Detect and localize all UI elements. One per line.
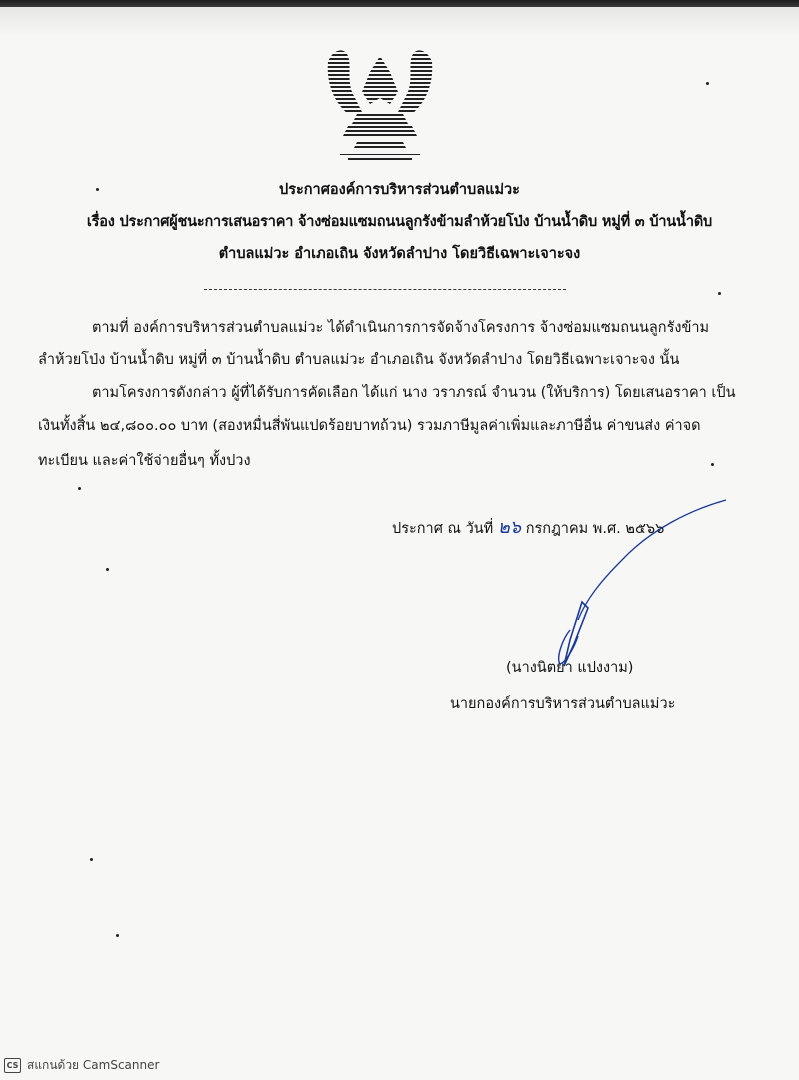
scan-speck: [116, 934, 119, 937]
scan-shadow: [0, 7, 799, 37]
signatory-name: (นางนิตยา แปงงาม): [506, 660, 634, 676]
garuda-emblem-icon: [318, 42, 442, 166]
scan-speck: [90, 858, 93, 861]
scan-top-edge: [0, 0, 799, 7]
signature-mark-icon: [530, 490, 730, 670]
camscanner-watermark: [4, 1056, 159, 1074]
scan-speck: [78, 487, 81, 490]
body-line-5: ทะเบียน และค่าใช้จ่ายอื่นๆ ทั้งปวง: [38, 453, 251, 469]
announce-prefix: ประกาศ ณ วันที่: [392, 521, 494, 537]
announce-month-year: กรกฎาคม พ.ศ. ๒๕๖๖: [525, 521, 665, 537]
signatory-position: นายกองค์การบริหารส่วนตำบลแม่วะ: [450, 696, 676, 712]
scan-speck: [711, 463, 714, 466]
body-line-3: ตามโครงการดังกล่าว ผู้ที่ได้รับการคัดเลือก ได้แก่ นาง วราภรณ์ จำนวน (ให้บริการ) โดยเสนอราคา เป็น: [92, 385, 736, 401]
camscanner-logo-icon: CS: [4, 1058, 21, 1073]
scan-speck: [706, 82, 709, 85]
camscanner-text: สแกนด้วย CamScanner: [27, 1057, 160, 1072]
announcement-title: ประกาศองค์การบริหารส่วนตำบลแม่วะ: [279, 182, 520, 198]
body-line-4: เงินทั้งสิ้น ๒๔,๘๐๐.๐๐ บาท (สองหมื่นสี่พันแปดร้อยบาทถ้วน) รวมภาษีมูลค่าเพิ่มและภาษีอื่น ค่าขนส่ง ค่าจด: [38, 418, 701, 434]
body-line-1: ตามที่ องค์การบริหารส่วนตำบลแม่วะ ได้ดำเนินการการจัดจ้างโครงการ จ้างซ่อมแซมถนนลูกรังข้าม: [92, 320, 710, 336]
scan-speck: [718, 292, 721, 295]
scan-speck: [106, 568, 109, 571]
scan-speck: [96, 188, 99, 191]
announce-day: ๒๖: [497, 517, 522, 538]
body-line-2: ลำห้วยโป่ง บ้านน้ำดิบ หมู่ที่ ๓ บ้านน้ำดิบ ตำบลแม่วะ อำเภอเถิน จังหวัดลำปาง โดยวิธีเฉพาะเจาะจง นั้น: [38, 352, 680, 368]
divider-line: [204, 289, 566, 290]
subject-line-1: เรื่อง ประกาศผู้ชนะการเสนอราคา จ้างซ่อมแซมถนนลูกรังข้ามลำห้วยโป่ง บ้านน้ำดิบ หมู่ที่ ๓ บ้านน้ำดิบ: [86, 214, 713, 230]
subject-line-2: ตำบลแม่วะ อำเภอเถิน จังหวัดลำปาง โดยวิธีเฉพาะเจาะจง: [218, 246, 581, 262]
